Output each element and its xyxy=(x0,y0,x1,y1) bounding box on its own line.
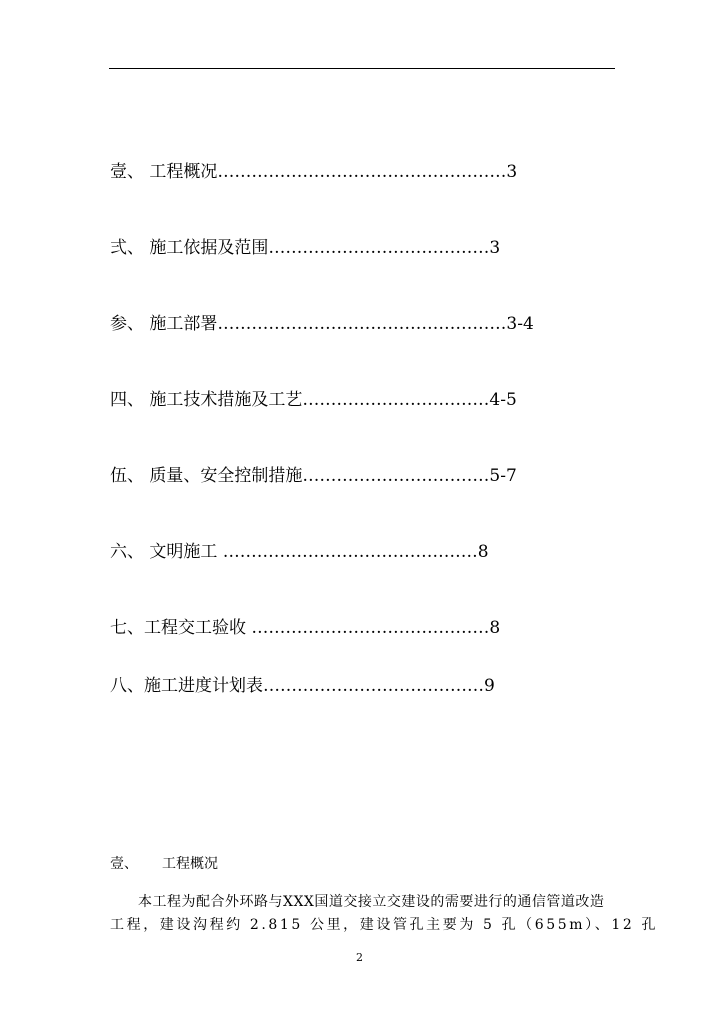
body-line-1: 本工程为配合外环路与XXX国道交接立交建设的需要进行的通信管道改造 xyxy=(138,894,605,910)
page-number: 2 xyxy=(356,951,363,964)
toc-item-2 xyxy=(110,238,500,258)
toc-item-8-text: 八、施工进度计划表…………………………………9 xyxy=(110,676,495,696)
toc-item-4-text: 四、 施工技术措施及工艺……………………………4-5 xyxy=(110,390,517,410)
toc-item-5-text: 伍、 质量、安全控制措施……………………………5-7 xyxy=(110,466,517,486)
section-number: 壹、 xyxy=(110,856,138,872)
toc-item-3-text: 参、 施工部署……………………………………………3-4 xyxy=(110,314,534,334)
toc-item-6 xyxy=(110,542,489,562)
toc-item-1 xyxy=(110,162,517,182)
toc-item-5 xyxy=(110,466,517,486)
section-title: 工程概况 xyxy=(162,856,218,872)
toc-item-3 xyxy=(110,314,534,334)
toc-item-6-text: 六、 文明施工 ………………………………………8 xyxy=(110,542,489,562)
header-rule xyxy=(109,68,615,69)
toc-item-2-text: 弍、 施工依据及范围…………………………………3 xyxy=(110,238,501,258)
toc-item-8 xyxy=(110,676,495,696)
toc-item-7-text: 七、工程交工验收 ……………………………………8 xyxy=(110,618,501,638)
section-heading xyxy=(110,853,218,873)
toc-item-1-text: 壹、 工程概况……………………………………………3 xyxy=(110,162,518,182)
toc-item-7 xyxy=(110,618,500,638)
toc-item-4 xyxy=(110,390,517,410)
body-line-2: 工程，建设沟程约 2.815 公里，建设管孔主要为 5 孔（655m）、12 孔 xyxy=(110,917,659,933)
